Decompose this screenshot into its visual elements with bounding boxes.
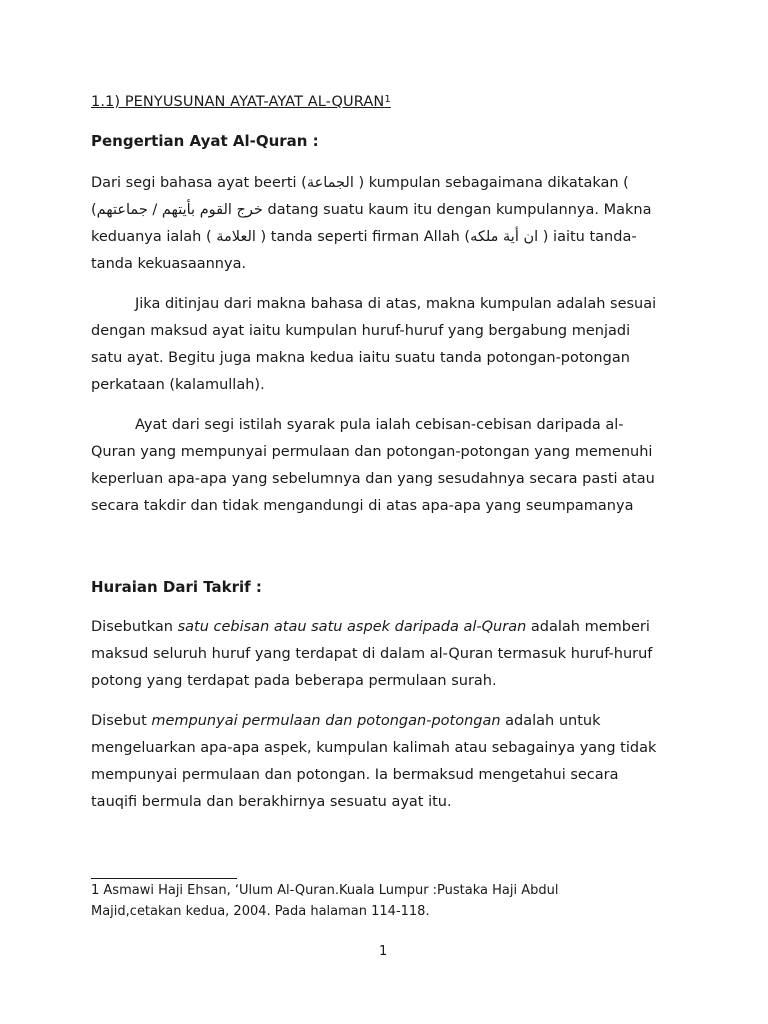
text-line: [91, 224, 681, 251]
text-line: perkataan (kalamullah).: [91, 377, 265, 393]
text-line: keperluan apa-apa yang sebelumnya dan yang sesudahnya secara pasti atau: [91, 471, 655, 487]
text-run: keduanya ialah (: [91, 229, 217, 245]
text-line: secara takdir dan tidak mengandungi di atas apa-apa yang seumpamanya: [91, 498, 634, 514]
text-line: potong yang terdapat pada beberapa permulaan surah.: [91, 673, 497, 689]
footnote-reference[interactable]: 1: [384, 94, 391, 105]
footnote: [91, 880, 691, 922]
text-line: mempunyai permulaan dan potongan. Ia bermaksud mengetahui secara: [91, 767, 619, 783]
text-line: [91, 708, 681, 735]
text-line: satu ayat. Begitu juga makna kedua iaitu suatu tanda potongan-potongan: [91, 350, 630, 366]
italic-phrase: mempunyai permulaan dan potongan-potongan: [151, 713, 501, 729]
arabic-text: الجماعة: [306, 175, 354, 191]
text-line: [91, 614, 681, 641]
footnote-line: Majid,cetakan kedua, 2004. Pada halaman 114-118.: [91, 904, 430, 919]
paragraph-meaning-interpretation: [91, 291, 681, 399]
italic-phrase: satu cebisan atau satu aspek daripada al-Quran: [177, 619, 527, 635]
chapter-heading: [91, 94, 391, 110]
text-line: dengan maksud ayat iaitu kumpulan huruf-huruf yang bergabung menjadi: [91, 323, 631, 339]
text-run: datang suatu kaum itu dengan kumpulannya. Makna: [262, 202, 652, 218]
page-number: 1: [379, 944, 388, 959]
text-line: tauqifi bermula dan berakhirnya sesuatu ayat itu.: [91, 794, 452, 810]
paragraph-explanation-2: [91, 708, 681, 816]
text-line: maksud seluruh huruf yang terdapat di dalam al-Quran termasuk huruf-huruf: [91, 646, 653, 662]
text-line: mengeluarkan apa-apa aspek, kumpulan kalimah atau sebagainya yang tidak: [91, 740, 657, 756]
section-title-pengertian: Pengertian Ayat Al-Quran :: [91, 132, 319, 150]
text-line: Ayat dari segi istilah syarak pula ialah cebisan-cebisan daripada al-: [135, 417, 624, 433]
footnote-line: 1 Asmawi Haji Ehsan, ‘Ulum Al-Quran.Kuala Lumpur :Pustaka Haji Abdul: [91, 883, 559, 898]
text-line: Jika ditinjau dari makna bahasa di atas, makna kumpulan adalah sesuai: [135, 296, 657, 312]
text-run: Disebutkan: [91, 619, 178, 635]
paragraph-definition-language: [91, 170, 681, 278]
arabic-text: خرج القوم بأيتهم / جماعتهم): [91, 202, 263, 218]
text-line: [91, 170, 681, 197]
paragraph-definition-syarak: [91, 412, 681, 520]
text-line: Quran yang mempunyai permulaan dan potongan-potongan yang memenuhi: [91, 444, 653, 460]
text-run: ) kumpulan sebagaimana dikatakan (: [353, 175, 629, 191]
footnote-separator: [91, 878, 237, 879]
paragraph-explanation-1: [91, 614, 681, 695]
arabic-text: العلامة: [216, 229, 256, 245]
text-run: ) iaitu tanda-: [538, 229, 637, 245]
text-line: tanda kekuasaannya.: [91, 256, 247, 272]
text-run: Dari segi bahasa ayat beerti (: [91, 175, 307, 191]
text-line: [91, 197, 681, 224]
text-run: adalah untuk: [500, 713, 601, 729]
text-run: ) tanda seperti firman Allah (: [255, 229, 471, 245]
arabic-text: ان أية ملكه: [470, 229, 539, 245]
section-title-huraian: Huraian Dari Takrif :: [91, 578, 262, 596]
text-run: Disebut: [91, 713, 152, 729]
chapter-heading-text: 1.1) PENYUSUNAN AYAT-AYAT AL-QURAN: [91, 94, 385, 110]
text-run: adalah memberi: [526, 619, 650, 635]
